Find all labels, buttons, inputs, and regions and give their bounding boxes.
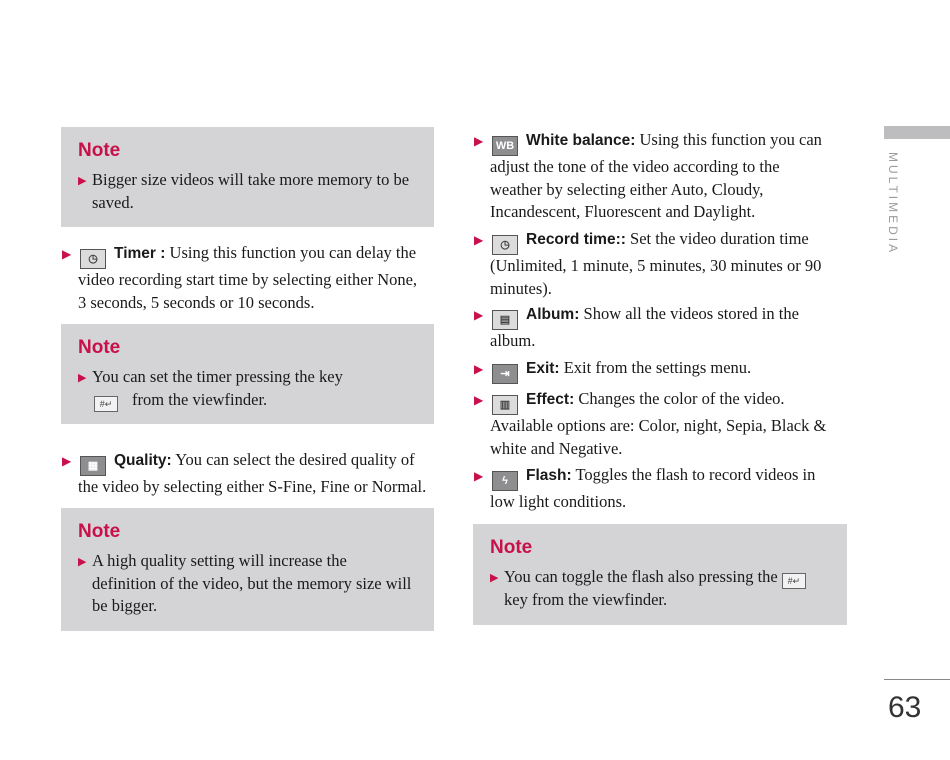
record-time-label: Record time::: [526, 231, 626, 248]
flash-label: Flash:: [526, 467, 572, 484]
timer-label: Timer :: [114, 245, 166, 262]
note-title: Note: [490, 537, 533, 558]
bullet-triangle-icon: ▶: [474, 469, 484, 483]
page-number: 63: [888, 691, 922, 724]
timer-item: ▶ ◷ Timer : Using this function you can delay the video recording start time by selecting either None, 3 seconds, 5 seconds or 10 seconds.: [62, 243, 418, 312]
white-balance-label: White balance:: [526, 132, 636, 149]
exit-item: ▶ ⇥ Exit: Exit from the settings menu.: [474, 357, 854, 384]
bullet-triangle-icon: ▶: [474, 134, 484, 148]
note-text: ▶ You can set the timer pressing the key #↵ from the viewfinder.: [78, 366, 418, 412]
bullet-triangle-icon: ▶: [78, 372, 87, 384]
note-title: Note: [78, 140, 121, 161]
note-text: ▶ A high quality setting will increase the definition of the video, but the memory size will be bigger.: [78, 551, 412, 615]
effect-label: Effect:: [526, 391, 575, 408]
section-tab-bar: [884, 126, 950, 139]
note-text: ▶ Bigger size videos will take more memory to be saved.: [78, 170, 410, 212]
quality-label: Quality:: [114, 452, 172, 469]
album-label: Album:: [526, 306, 580, 323]
note-title: Note: [78, 521, 121, 542]
key-icon: #↵: [94, 396, 118, 412]
record-time-item: ▶ ◷ Record time:: Set the video duration time (Unlimited, 1 minute, 5 minutes, 30 minutes or 90 minutes).: [474, 229, 822, 298]
bullet-triangle-icon: ▶: [490, 572, 499, 584]
section-label: MULTIMEDIA: [886, 152, 900, 256]
bullet-triangle-icon: ▶: [474, 233, 484, 247]
note-box-timer: [61, 324, 434, 424]
bullet-triangle-icon: ▶: [62, 247, 72, 261]
bullet-triangle-icon: ▶: [62, 454, 72, 468]
flash-item: ▶ ϟ Flash: Toggles the flash to record videos in low light conditions.: [474, 465, 816, 511]
note-box-flash: [473, 524, 847, 625]
note-box-memory: [61, 127, 434, 227]
album-item: ▶ ▤ Album: Show all the videos stored in the album.: [474, 304, 799, 350]
quality-icon: ▦: [80, 456, 106, 476]
note-box-quality: [61, 508, 434, 631]
exit-icon: ⇥: [492, 364, 518, 384]
page-divider: [884, 679, 950, 680]
bullet-triangle-icon: ▶: [78, 556, 87, 568]
flash-icon: ϟ: [492, 471, 518, 491]
effect-item: ▶ ▥ Effect: Changes the color of the video. Available options are: Color, night, Sepia, Black & white and Negative.: [474, 389, 827, 458]
album-icon: ▤: [492, 310, 518, 330]
bullet-triangle-icon: ▶: [474, 393, 484, 407]
bullet-triangle-icon: ▶: [78, 175, 87, 187]
white-balance-item: ▶ WB White balance: Using this function you can adjust the tone of the video according to the weather by selecting either Auto, Cloudy, Incandescent, Fluorescent and Daylight.: [474, 130, 822, 221]
quality-item: ▶ ▦ Quality: You can select the desired quality of the video by selecting either S-Fine, Fine or Normal.: [62, 450, 427, 496]
bullet-triangle-icon: ▶: [474, 362, 484, 376]
bullet-triangle-icon: ▶: [474, 308, 484, 322]
effect-icon: ▥: [492, 395, 518, 415]
record-time-icon: ◷: [492, 235, 518, 255]
exit-label: Exit:: [526, 360, 560, 377]
note-text: ▶ You can toggle the flash also pressing the #↵ key from the viewfinder.: [490, 566, 831, 612]
note-title: Note: [78, 337, 121, 358]
white-balance-icon: WB: [492, 136, 518, 156]
key-icon: #↵: [782, 573, 806, 589]
timer-icon: ◷: [80, 249, 106, 269]
